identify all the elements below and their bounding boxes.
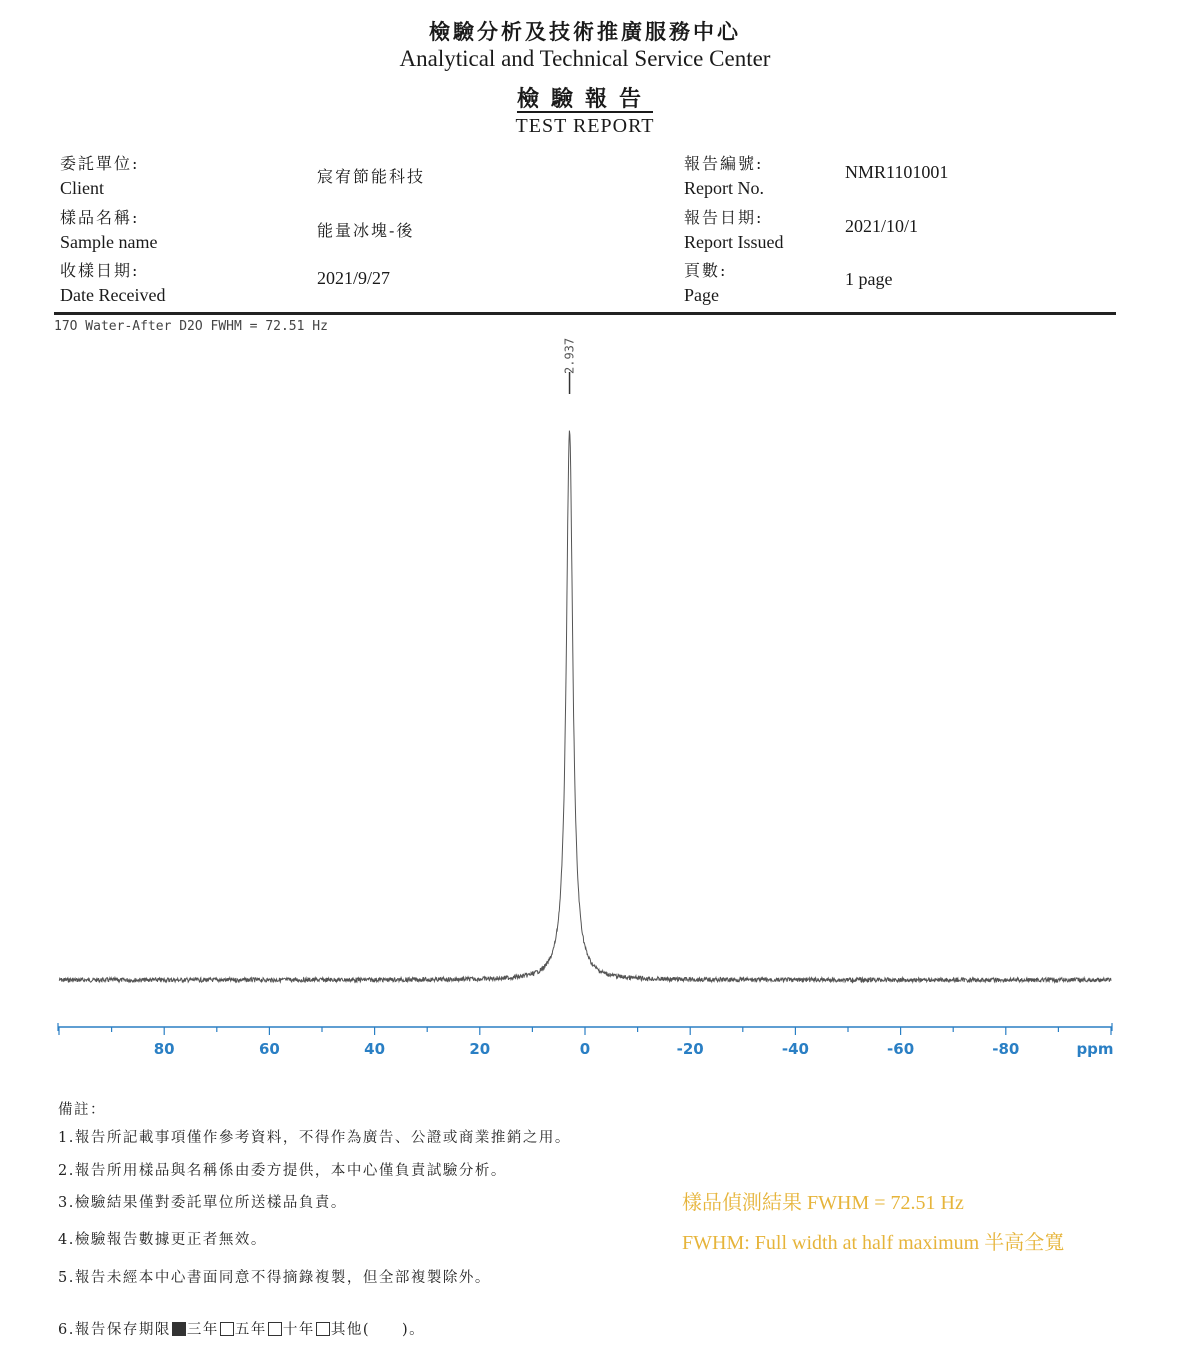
retention-option-5yr: 五年 — [234, 1322, 267, 1338]
received-label — [60, 259, 165, 307]
header-divider — [54, 312, 1116, 315]
x-axis-label: ppm — [1076, 1040, 1114, 1058]
retention-option-10yr: 十年 — [282, 1322, 315, 1338]
client-value: 宸宥節能科技 — [317, 167, 426, 186]
note-item-5: 5.報告未經本中心書面同意不得摘錄複製，但全部複製除外。 — [58, 1270, 491, 1286]
retention-option-other: 其他( )。 — [330, 1322, 426, 1338]
retention-checkbox-5yr — [220, 1322, 234, 1336]
fwhm-definition-annotation: FWHM: Full width at half maximum 半高全寬 — [682, 1232, 1065, 1254]
x-tick-label: 80 — [153, 1040, 175, 1058]
issued-label-zh: 報告日期: — [684, 208, 764, 227]
pages-label-en: Page — [684, 285, 719, 305]
retention-checkbox-other — [316, 1322, 330, 1336]
client-label-en: Client — [60, 178, 104, 198]
sample-label-en: Sample name — [60, 232, 158, 252]
note-item-1: 1.報告所記載事項僅作參考資料，不得作為廣告、公證或商業推銷之用。 — [58, 1130, 571, 1146]
x-tick-label: 60 — [258, 1040, 280, 1058]
sample-value: 能量冰塊-後 — [317, 221, 415, 240]
x-tick-label: 40 — [364, 1040, 386, 1058]
pages-label — [684, 259, 727, 307]
notes-title: 備註： — [58, 1102, 106, 1118]
report-title-zh: 檢驗報告 — [516, 86, 653, 112]
spectrum-trace-layer — [59, 338, 1111, 982]
note-item-6-retention — [58, 1318, 425, 1339]
x-axis — [58, 1023, 1114, 1058]
x-tick-label: 0 — [579, 1040, 591, 1058]
issued-label-en: Report Issued — [684, 232, 784, 252]
retention-checkbox-10yr — [268, 1322, 282, 1336]
peak-label: 2.937 — [562, 337, 577, 374]
report-no-value: NMR1101001 — [845, 162, 949, 182]
spectrum-trace — [59, 431, 1111, 983]
nmr-spectrum-chart — [0, 318, 1200, 1068]
report-no-label — [684, 152, 764, 200]
received-label-zh: 收樣日期: — [60, 261, 140, 280]
note-item-4: 4.檢驗報告數據更正者無效。 — [58, 1232, 267, 1248]
x-tick-label: -80 — [992, 1040, 1020, 1058]
x-tick-label: 20 — [469, 1040, 491, 1058]
chart-title: 17O Water-After D2O FWHM = 72.51 Hz — [54, 319, 328, 334]
retention-prefix: 6.報告保存期限 — [58, 1322, 171, 1338]
pages-value: 1 page — [845, 269, 893, 289]
sample-label — [60, 206, 157, 254]
center-name-en: Analytical and Technical Service Center — [399, 46, 771, 71]
report-no-label-zh: 報告編號: — [684, 154, 764, 173]
report-no-label-en: Report No. — [684, 178, 764, 198]
x-tick-label: -60 — [887, 1040, 915, 1058]
issued-value: 2021/10/1 — [845, 216, 919, 236]
received-label-en: Date Received — [60, 285, 166, 305]
x-tick-label: -40 — [781, 1040, 809, 1058]
fwhm-result-annotation: 樣品偵測結果 FWHM = 72.51 Hz — [682, 1192, 964, 1214]
pages-label-zh: 頁數: — [684, 261, 728, 280]
center-name-zh: 檢驗分析及技術推廣服務中心 — [429, 19, 741, 44]
retention-checkbox-3yr — [172, 1322, 186, 1336]
x-tick-label: -20 — [676, 1040, 704, 1058]
client-label — [60, 152, 139, 200]
note-item-2: 2.報告所用樣品與名稱係由委方提供，本中心僅負責試驗分析。 — [58, 1163, 507, 1179]
sample-label-zh: 樣品名稱: — [60, 208, 140, 227]
issued-label — [684, 206, 783, 254]
note-item-3: 3.檢驗結果僅對委託單位所送樣品負責。 — [58, 1195, 347, 1211]
report-title-en: TEST REPORT — [515, 115, 655, 137]
client-label-zh: 委託單位: — [60, 154, 140, 173]
retention-option-3yr: 三年 — [186, 1322, 219, 1338]
received-value: 2021/9/27 — [317, 268, 391, 288]
